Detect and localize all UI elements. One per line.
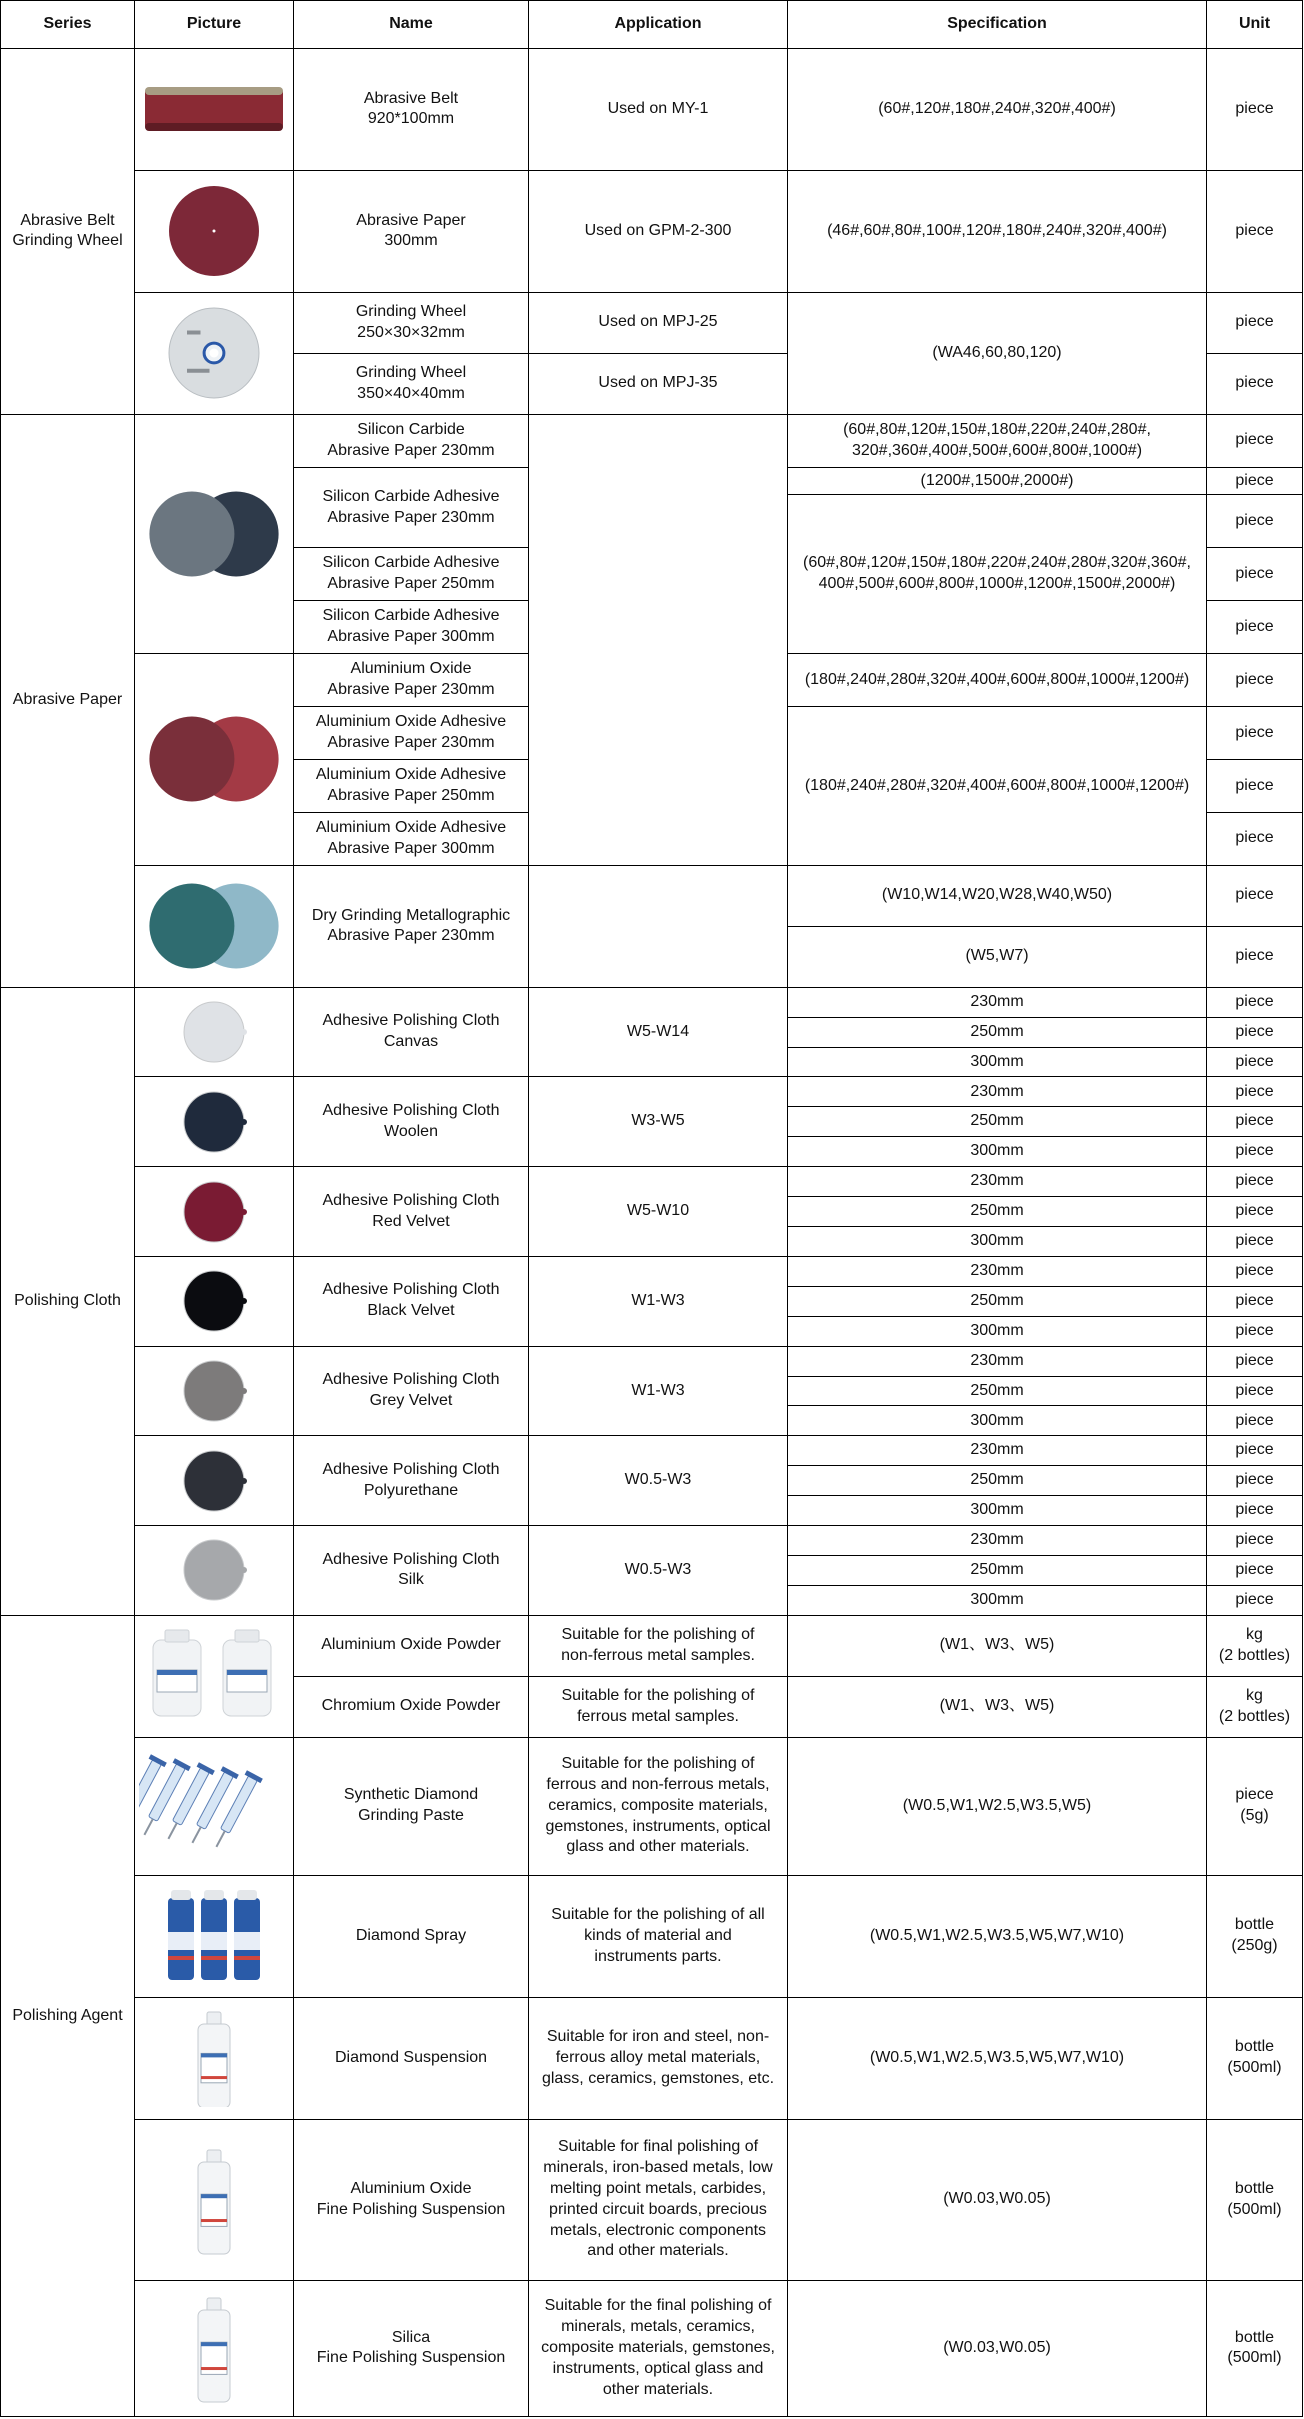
picture-cell xyxy=(135,1737,294,1875)
spec-cell: (W0.03,W0.05) xyxy=(788,2280,1207,2416)
table-row xyxy=(1,1615,1303,1676)
table-row xyxy=(1,49,1303,171)
unit-cell: piece xyxy=(1207,759,1303,812)
bottle-picture xyxy=(139,2134,289,2266)
unit-cell: piece xyxy=(1207,1585,1303,1615)
twodisc-picture xyxy=(139,877,289,975)
unit-cell: piece xyxy=(1207,170,1303,292)
unit-cell: piece xyxy=(1207,548,1303,601)
application-cell: Suitable for final polishing of minerals, iron-based metals, low melting point metals, carbides, printed circuit boards, precious metals, electronic components and other materials. xyxy=(529,2119,788,2280)
cloth-picture xyxy=(139,1087,289,1157)
picture-cell xyxy=(135,1997,294,2119)
name-cell: Dry Grinding Metallographic Abrasive Paper 230mm xyxy=(294,865,529,987)
application-cell xyxy=(529,865,788,987)
name-cell: Adhesive Polishing Cloth Silk xyxy=(294,1526,529,1616)
application-cell: Suitable for the polishing of non-ferrous metal samples. xyxy=(529,1615,788,1676)
cloth-picture xyxy=(139,1266,289,1336)
name-cell: Adhesive Polishing Cloth Grey Velvet xyxy=(294,1346,529,1436)
name-cell: Grinding Wheel 250×30×32mm xyxy=(294,292,529,353)
cloth-picture xyxy=(139,1535,289,1605)
spec-cell: (W10,W14,W20,W28,W40,W50) xyxy=(788,865,1207,926)
picture-cell xyxy=(135,987,294,1077)
application-cell: W3-W5 xyxy=(529,1077,788,1167)
table-row xyxy=(1,292,1303,353)
picture-cell xyxy=(135,2119,294,2280)
picture-cell xyxy=(135,49,294,171)
spec-cell: (180#,240#,280#,320#,400#,600#,800#,1000#,1200#) xyxy=(788,707,1207,866)
picture-cell xyxy=(135,1526,294,1616)
application-cell: Used on MPJ-35 xyxy=(529,353,788,414)
application-cell: Suitable for the polishing of all kinds of material and instruments parts. xyxy=(529,1875,788,1997)
cloth-picture xyxy=(139,997,289,1067)
spec-cell: (W0.03,W0.05) xyxy=(788,2119,1207,2280)
name-cell: Grinding Wheel 350×40×40mm xyxy=(294,353,529,414)
unit-cell: piece xyxy=(1207,926,1303,987)
application-cell: W5-W14 xyxy=(529,987,788,1077)
spec-cell: (W1、W3、W5) xyxy=(788,1676,1207,1737)
picture-cell xyxy=(135,865,294,987)
spec-cell: 250mm xyxy=(788,1107,1207,1137)
table-row xyxy=(1,1256,1303,1286)
header-picture: Picture xyxy=(135,1,294,49)
table-row xyxy=(1,1077,1303,1107)
unit-cell: piece xyxy=(1207,467,1303,495)
spec-cell: 250mm xyxy=(788,1555,1207,1585)
picture-cell xyxy=(135,1875,294,1997)
table-row xyxy=(1,170,1303,292)
syringes-picture xyxy=(139,1750,289,1862)
table-row xyxy=(1,1737,1303,1875)
spec-cell: (46#,60#,80#,100#,120#,180#,240#,320#,400#) xyxy=(788,170,1207,292)
table-row xyxy=(1,865,1303,926)
name-cell: Adhesive Polishing Cloth Woolen xyxy=(294,1077,529,1167)
name-cell: Synthetic Diamond Grinding Paste xyxy=(294,1737,529,1875)
unit-cell: piece xyxy=(1207,1286,1303,1316)
unit-cell: piece xyxy=(1207,1077,1303,1107)
spec-cell: 300mm xyxy=(788,1137,1207,1167)
name-cell: Adhesive Polishing Cloth Red Velvet xyxy=(294,1167,529,1257)
spec-cell: (60#,120#,180#,240#,320#,400#) xyxy=(788,49,1207,171)
name-cell: Adhesive Polishing Cloth Canvas xyxy=(294,987,529,1077)
name-cell: Adhesive Polishing Cloth Black Velvet xyxy=(294,1256,529,1346)
unit-cell: piece xyxy=(1207,1256,1303,1286)
unit-cell: piece xyxy=(1207,1406,1303,1436)
spec-cell: 230mm xyxy=(788,1167,1207,1197)
spec-cell: (W0.5,W1,W2.5,W3.5,W5,W7,W10) xyxy=(788,1997,1207,2119)
name-cell: Abrasive Paper 300mm xyxy=(294,170,529,292)
table-row xyxy=(1,987,1303,1017)
application-cell xyxy=(529,414,788,865)
picture-cell xyxy=(135,292,294,414)
table-row xyxy=(1,1997,1303,2119)
picture-cell xyxy=(135,1167,294,1257)
header-specification: Specification xyxy=(788,1,1207,49)
unit-cell: piece xyxy=(1207,601,1303,654)
picture-cell xyxy=(135,2280,294,2416)
application-cell: W0.5-W3 xyxy=(529,1436,788,1526)
spec-cell: 250mm xyxy=(788,1197,1207,1227)
picture-cell xyxy=(135,1436,294,1526)
spec-cell: 230mm xyxy=(788,1436,1207,1466)
header-series: Series xyxy=(1,1,135,49)
table-row xyxy=(1,2280,1303,2416)
name-cell: Adhesive Polishing Cloth Polyurethane xyxy=(294,1436,529,1526)
application-cell: W5-W10 xyxy=(529,1167,788,1257)
cans-picture xyxy=(139,1887,289,1985)
name-cell: Chromium Oxide Powder xyxy=(294,1676,529,1737)
table-row xyxy=(1,1526,1303,1556)
application-cell: Used on GPM-2-300 xyxy=(529,170,788,292)
spec-cell: 250mm xyxy=(788,1466,1207,1496)
table-row xyxy=(1,1436,1303,1466)
spec-cell: (W0.5,W1,W2.5,W3.5,W5,W7,W10) xyxy=(788,1875,1207,1997)
name-cell: Aluminium Oxide Adhesive Abrasive Paper 300mm xyxy=(294,812,529,865)
spec-cell: 300mm xyxy=(788,1047,1207,1077)
unit-cell: piece xyxy=(1207,987,1303,1017)
unit-cell: piece xyxy=(1207,865,1303,926)
spec-cell: 230mm xyxy=(788,987,1207,1017)
unit-cell: piece xyxy=(1207,1167,1303,1197)
unit-cell: piece xyxy=(1207,1137,1303,1167)
cloth-picture xyxy=(139,1177,289,1247)
header-row xyxy=(1,1,1303,49)
application-cell: W1-W3 xyxy=(529,1256,788,1346)
unit-cell: kg (2 bottles) xyxy=(1207,1676,1303,1737)
name-cell: Aluminium Oxide Adhesive Abrasive Paper 230mm xyxy=(294,707,529,760)
picture-cell xyxy=(135,1346,294,1436)
header-unit: Unit xyxy=(1207,1,1303,49)
series-cell: Polishing Cloth xyxy=(1,987,135,1615)
unit-cell: piece xyxy=(1207,1107,1303,1137)
series-cell: Polishing Agent xyxy=(1,1615,135,2416)
application-cell: Suitable for the polishing of ferrous metal samples. xyxy=(529,1676,788,1737)
application-cell: W1-W3 xyxy=(529,1346,788,1436)
table-row xyxy=(1,1167,1303,1197)
table-row xyxy=(1,1346,1303,1376)
spec-cell: 300mm xyxy=(788,1406,1207,1436)
application-cell: Suitable for the polishing of ferrous and non-ferrous metals, ceramics, composite materials, gemstones, instruments, optical glass and other materials. xyxy=(529,1737,788,1875)
unit-cell: bottle (500ml) xyxy=(1207,1997,1303,2119)
spec-cell: 230mm xyxy=(788,1256,1207,1286)
unit-cell: piece xyxy=(1207,1346,1303,1376)
unit-cell: piece xyxy=(1207,414,1303,467)
picture-cell xyxy=(135,1615,294,1737)
spec-cell: 250mm xyxy=(788,1376,1207,1406)
name-cell: Silica Fine Polishing Suspension xyxy=(294,2280,529,2416)
picture-cell xyxy=(135,654,294,866)
header-application: Application xyxy=(529,1,788,49)
spec-cell: (W0.5,W1,W2.5,W3.5,W5) xyxy=(788,1737,1207,1875)
name-cell: Silicon Carbide Adhesive Abrasive Paper 300mm xyxy=(294,601,529,654)
application-cell: Suitable for the final polishing of minerals, metals, ceramics, composite materials, gemstones, instruments, optical glass and other materials. xyxy=(529,2280,788,2416)
table-row xyxy=(1,1875,1303,1997)
bottle-picture xyxy=(139,2293,289,2403)
spec-cell: (W5,W7) xyxy=(788,926,1207,987)
unit-cell: piece xyxy=(1207,1466,1303,1496)
unit-cell: piece xyxy=(1207,1496,1303,1526)
name-cell: Aluminium Oxide Powder xyxy=(294,1615,529,1676)
bottle-picture xyxy=(139,2009,289,2107)
series-cell: Abrasive Belt Grinding Wheel xyxy=(1,49,135,415)
disc-picture xyxy=(139,182,289,280)
unit-cell: piece xyxy=(1207,1197,1303,1227)
spec-cell: (60#,80#,120#,150#,180#,220#,240#,280#,320#,360#, 400#,500#,600#,800#,1000#,1200#,1500#,2000#) xyxy=(788,495,1207,654)
header-name: Name xyxy=(294,1,529,49)
wheel-picture xyxy=(139,304,289,402)
name-cell: Diamond Suspension xyxy=(294,1997,529,2119)
series-cell: Abrasive Paper xyxy=(1,414,135,987)
name-cell: Aluminium Oxide Fine Polishing Suspension xyxy=(294,2119,529,2280)
cloth-picture xyxy=(139,1446,289,1516)
spec-cell: 230mm xyxy=(788,1526,1207,1556)
unit-cell: kg (2 bottles) xyxy=(1207,1615,1303,1676)
unit-cell: bottle (250g) xyxy=(1207,1875,1303,1997)
cloth-picture xyxy=(139,1356,289,1426)
twodisc-picture xyxy=(139,671,289,847)
spec-cell: 250mm xyxy=(788,1017,1207,1047)
spec-cell: 300mm xyxy=(788,1316,1207,1346)
bottles-picture xyxy=(139,1627,289,1725)
unit-cell: piece xyxy=(1207,812,1303,865)
application-cell: Used on MPJ-25 xyxy=(529,292,788,353)
name-cell: Aluminium Oxide Adhesive Abrasive Paper 250mm xyxy=(294,759,529,812)
spec-cell: 230mm xyxy=(788,1346,1207,1376)
unit-cell: piece xyxy=(1207,292,1303,353)
unit-cell: piece xyxy=(1207,707,1303,760)
spec-cell: 300mm xyxy=(788,1585,1207,1615)
picture-cell xyxy=(135,170,294,292)
unit-cell: piece xyxy=(1207,353,1303,414)
unit-cell: piece xyxy=(1207,1526,1303,1556)
name-cell: Diamond Spray xyxy=(294,1875,529,1997)
picture-cell xyxy=(135,414,294,653)
unit-cell: piece xyxy=(1207,1316,1303,1346)
table-row xyxy=(1,2119,1303,2280)
name-cell: Silicon Carbide Adhesive Abrasive Paper 250mm xyxy=(294,548,529,601)
unit-cell: piece xyxy=(1207,654,1303,707)
application-cell: Used on MY-1 xyxy=(529,49,788,171)
unit-cell: piece xyxy=(1207,1376,1303,1406)
unit-cell: piece xyxy=(1207,1227,1303,1257)
spec-cell: (60#,80#,120#,150#,180#,220#,240#,280#, 320#,360#,400#,500#,600#,800#,1000#) xyxy=(788,414,1207,467)
picture-cell xyxy=(135,1256,294,1346)
belt-picture xyxy=(139,60,289,158)
spec-cell: (WA46,60,80,120) xyxy=(788,292,1207,414)
twodisc-picture xyxy=(139,434,289,634)
spec-cell: (1200#,1500#,2000#) xyxy=(788,467,1207,495)
unit-cell: piece xyxy=(1207,1017,1303,1047)
unit-cell: bottle (500ml) xyxy=(1207,2280,1303,2416)
unit-cell: piece xyxy=(1207,1555,1303,1585)
spec-cell: (W1、W3、W5) xyxy=(788,1615,1207,1676)
spec-cell: 230mm xyxy=(788,1077,1207,1107)
table-row xyxy=(1,414,1303,467)
spec-cell: 300mm xyxy=(788,1496,1207,1526)
name-cell: Abrasive Belt 920*100mm xyxy=(294,49,529,171)
unit-cell: piece xyxy=(1207,1047,1303,1077)
application-cell: W0.5-W3 xyxy=(529,1526,788,1616)
spec-cell: (180#,240#,280#,320#,400#,600#,800#,1000#,1200#) xyxy=(788,654,1207,707)
application-cell: Suitable for iron and steel, non- ferrous alloy metal materials, glass, ceramics, gemstones, etc. xyxy=(529,1997,788,2119)
spec-cell: 300mm xyxy=(788,1227,1207,1257)
name-cell: Silicon Carbide Abrasive Paper 230mm xyxy=(294,414,529,467)
unit-cell: piece xyxy=(1207,49,1303,171)
unit-cell: piece xyxy=(1207,495,1303,548)
spec-cell: 250mm xyxy=(788,1286,1207,1316)
unit-cell: bottle (500ml) xyxy=(1207,2119,1303,2280)
unit-cell: piece (5g) xyxy=(1207,1737,1303,1875)
name-cell: Silicon Carbide Adhesive Abrasive Paper 230mm xyxy=(294,467,529,548)
picture-cell xyxy=(135,1077,294,1167)
unit-cell: piece xyxy=(1207,1436,1303,1466)
name-cell: Aluminium Oxide Abrasive Paper 230mm xyxy=(294,654,529,707)
